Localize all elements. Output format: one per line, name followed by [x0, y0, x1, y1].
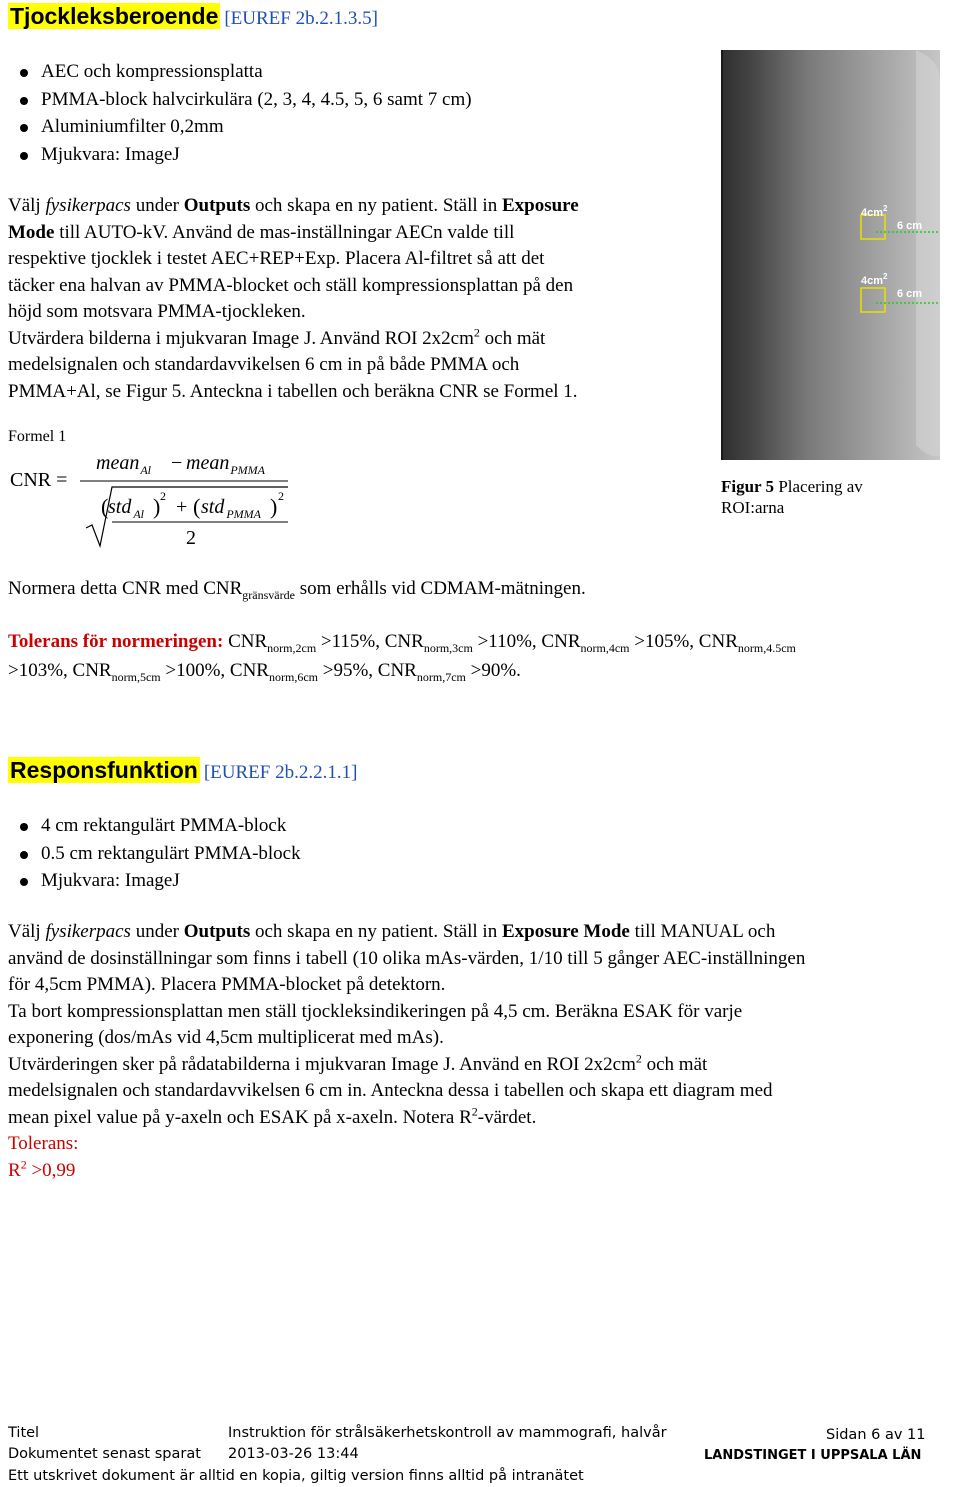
svg-text:−: −	[171, 452, 183, 474]
formula-label: Formel 1	[8, 428, 67, 445]
list-item: Mjukvara: ImageJ	[8, 867, 688, 895]
tolerance-label-2: Tolerans:	[8, 1133, 79, 1154]
section-heading-tjockleksberoende	[8, 3, 378, 30]
list-item: 0.5 cm rektangulärt PMMA-block	[8, 840, 688, 868]
list-item: AEC och kompressionsplatta	[8, 58, 688, 86]
footer-title: Instruktion för strålsäkerhetskontroll av mammografi, halvår	[228, 1425, 667, 1441]
footer-saved-date: 2013-03-26 13:44	[228, 1446, 359, 1462]
roi-overlay	[721, 50, 940, 460]
text-line: exponering (dos/mAs vid 4,5cm multiplicerat med mAs).	[8, 1027, 444, 1048]
equipment-list-2	[8, 812, 688, 895]
roi-label-distance-2: 6 cm	[897, 288, 923, 300]
text-line: Välj fysikerpacs under Outputs och skapa en ny patient. Ställ in Exposure Mode till MANUAL och	[8, 921, 776, 942]
footer-page-number: Sidan 6 av 11	[826, 1427, 926, 1443]
heading-reference: [EUREF 2b.2.1.3.5]	[224, 8, 378, 29]
svg-text:2: 2	[160, 489, 166, 503]
text-line: använd de dosinställningar som finns i tabell (10 olika mAs-värden, 1/10 till 5 gånger AEC-inställningen	[8, 947, 806, 969]
footer-saved-label: Dokumentet senast sparat	[8, 1446, 201, 1462]
svg-text:): )	[270, 494, 278, 519]
text-line: PMMA+Al, se Figur 5. Anteckna i tabellen och beräkna CNR se Formel 1.	[8, 380, 578, 402]
instructions-paragraph	[8, 193, 708, 405]
footer-organization: LANDSTINGET I UPPSALA LÄN	[704, 1448, 922, 1463]
list-item: Mjukvara: ImageJ	[8, 141, 688, 169]
svg-text:): )	[153, 494, 161, 519]
svg-text:2: 2	[278, 489, 284, 503]
text-line: Ta bort kompressionsplattan men ställ tjockleksindikeringen på 4,5 cm. Beräkna ESAK för varje	[8, 1000, 743, 1022]
text-line: Välj fysikerpacs under Outputs och skapa en ny patient. Ställ in Exposure	[8, 195, 579, 216]
text-line: höjd som motsvara PMMA-tjockleken.	[8, 301, 306, 322]
roi-label-area-2: $4cm^2$	[861, 272, 888, 287]
mean-al: mean$_{Al}$	[96, 452, 151, 477]
heading-reference: [EUREF 2b.2.2.1.1]	[203, 762, 358, 783]
formula-lhs: CNR =	[10, 469, 68, 491]
footer-title-label: Titel	[8, 1425, 40, 1441]
normalize-text: Normera detta CNR med $CNR_{gränsvärde}$ som erhålls vid CDMAM-mätningen.	[8, 578, 586, 602]
roi-placement-image	[721, 50, 940, 460]
list-item: PMMA-block halvcirkulära (2, 3, 4, 4.5, 5, 6 samt 7 cm)	[8, 86, 688, 114]
text-line: Utvärdera bilderna i mjukvaran Image J. Använd ROI $2x2cm^2$ och mät	[8, 325, 546, 349]
equipment-list	[8, 58, 688, 168]
list-item: Aluminiumfilter 0,2mm	[8, 113, 688, 141]
normalization-tolerance: Tolerans för normeringen: $CNR_{norm,2cm} >115\%$, $CNR_{norm,3cm} >110\%$, $CNR_{norm,4cm} >105\%$, $CNR_{norm,4.5cm}$ >103%, $CNR_{norm,5cm} >100\%$, $CNR_{norm,6cm} >95\%$, $CNR_{norm,7cm} >90\%$.	[8, 631, 796, 684]
heading-title: Tjockleksberoende	[10, 3, 219, 29]
tolerance-value: $R^2 >0,99$	[8, 1157, 76, 1181]
list-item: 4 cm rektangulärt PMMA-block	[8, 812, 688, 840]
svg-text:(: (	[193, 494, 201, 519]
tolerance-label: Tolerans för normeringen:	[8, 631, 224, 652]
text-line: Utvärderingen sker på rådatabilderna i mjukvaran Image J. Använd en ROI $2x2cm^2$ och mät	[8, 1051, 708, 1075]
svg-text:+: +	[176, 496, 188, 518]
denominator-two: 2	[186, 527, 196, 549]
heading-title: Responsfunktion	[10, 757, 198, 783]
text-line: respektive tjocklek i testet AEC+REP+Exp. Placera Al-filtret så att det	[8, 248, 545, 269]
cnr-formula	[8, 445, 308, 555]
footer-note: Ett utskrivet dokument är alltid en kopia, giltig version finns alltid på intranätet	[8, 1468, 584, 1484]
mean-pmma: mean$_{PMMA}$	[186, 452, 265, 477]
roi-label-distance-1: 6 cm	[897, 220, 923, 232]
roi-label-area-1: $4cm^2$	[861, 204, 888, 219]
svg-text:(: (	[101, 494, 109, 519]
text-line: medelsignalen och standardavvikelsen 6 cm in. Anteckna dessa i tabellen och skapa ett diagram med	[8, 1080, 773, 1101]
std-pmma: std $_{PMMA}$	[201, 496, 261, 521]
std-al: std $_{Al}$	[108, 496, 145, 521]
text-line: mean pixel value på y-axeln och ESAK på x-axeln. Notera $R^2$-värdet.	[8, 1104, 537, 1128]
figure-caption: Figur 5 Placering av ROI:arna	[721, 477, 863, 517]
text-line: medelsignalen och standardavvikelsen 6 cm in på både PMMA och	[8, 354, 520, 375]
text-line: Mode till AUTO-kV. Använd de mas-inställningar AECn valde till	[8, 221, 515, 243]
text-line: för 4,5cm PMMA). Placera PMMA-blocket på detektorn.	[8, 974, 446, 995]
section-heading-responsfunktion	[8, 757, 357, 784]
roi-box-2	[861, 288, 885, 312]
instructions-paragraph-2	[8, 919, 960, 1184]
text-line: täcker ena halvan av PMMA-blocket och ställ kompressionsplattan på den	[8, 274, 574, 296]
